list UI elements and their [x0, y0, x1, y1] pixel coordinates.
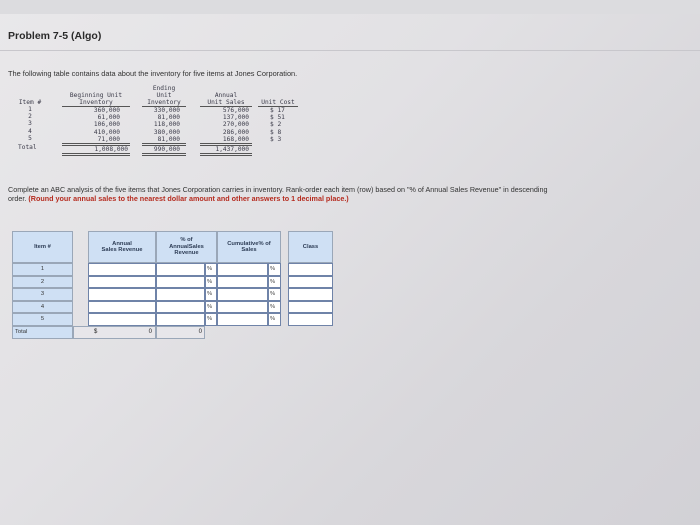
- header-cum-1: Cumulative% of: [227, 240, 271, 247]
- col-item: [18, 85, 42, 151]
- row-item-number: 5: [12, 313, 73, 326]
- table-row: [12, 313, 333, 326]
- pct-revenue-input[interactable]: [156, 313, 205, 326]
- sales-total: 1,437,000: [200, 145, 252, 156]
- percent-sign: %: [205, 263, 217, 276]
- ending-total: 990,000: [142, 145, 186, 156]
- row-item-number: 4: [12, 301, 73, 314]
- percent-sign: %: [268, 276, 281, 289]
- beginning-cell: 360,000: [93, 107, 120, 114]
- annual-revenue-input[interactable]: [88, 276, 156, 289]
- total-revenue-cell: [73, 326, 156, 339]
- sales-cell: 168,000: [200, 136, 252, 144]
- class-input[interactable]: [288, 276, 333, 289]
- instructions: [8, 186, 556, 203]
- header-item: Item #: [12, 231, 73, 263]
- percent-sign: %: [205, 301, 217, 314]
- header-sales-1: Annual: [214, 92, 238, 99]
- item-cell: 1: [28, 106, 32, 113]
- beginning-cell: 106,000: [93, 121, 120, 129]
- header-class: Class: [288, 231, 333, 263]
- item-cell: 4: [28, 127, 32, 135]
- percent-sign: %: [268, 288, 281, 301]
- cumulative-input[interactable]: [217, 263, 268, 276]
- cost-cell: $ 2: [270, 121, 282, 129]
- header-cost: Unit Cost: [258, 99, 298, 107]
- total-label: Total: [18, 144, 37, 152]
- header-cum-2: Sales: [241, 247, 257, 253]
- table-row: [12, 263, 333, 276]
- sales-cell: 576,000: [222, 107, 249, 114]
- total-revenue-value: 0: [148, 329, 152, 335]
- beginning-total: 1,008,000: [62, 145, 130, 156]
- class-input[interactable]: [288, 263, 333, 276]
- header-sales-2: Unit Sales: [200, 99, 252, 107]
- percent-sign: %: [268, 263, 281, 276]
- pct-revenue-input[interactable]: [156, 263, 205, 276]
- beginning-cell: 61,000: [97, 114, 120, 122]
- cumulative-input[interactable]: [217, 276, 268, 289]
- table-row: [12, 301, 333, 314]
- header-beginning-1: Beginning Unit: [69, 92, 123, 99]
- header-ending-1: Ending: [152, 85, 176, 92]
- instructions-text: Complete an ABC analysis of the five items that Jones Corporation carries in inventory. Rank-order each item (row) based on "% of Annual Sales Revenue" in descending order.: [8, 185, 548, 203]
- header-pct-1: % of: [180, 237, 193, 244]
- header-annual-revenue-1: Annual: [112, 240, 132, 247]
- cumulative-input[interactable]: [217, 301, 268, 314]
- class-input[interactable]: [288, 301, 333, 314]
- annual-revenue-input[interactable]: [88, 263, 156, 276]
- percent-sign: %: [205, 288, 217, 301]
- cumulative-input[interactable]: [217, 313, 268, 326]
- header-ending-3: Inventory: [142, 99, 186, 107]
- header-item: Item #: [18, 99, 42, 106]
- ending-cell: 330,000: [153, 107, 180, 114]
- header-annual-revenue: [88, 231, 156, 263]
- total-row: [12, 326, 333, 339]
- instructions-rounding-note: (Round your annual sales to the nearest dollar amount and other answers to 1 decimal place.): [28, 193, 349, 203]
- header-ending-2: Unit: [156, 92, 172, 99]
- percent-sign: %: [268, 313, 281, 326]
- ending-cell: 118,000: [153, 121, 180, 129]
- cumulative-input[interactable]: [217, 288, 268, 301]
- cost-cell: $ 3: [270, 135, 282, 143]
- annual-revenue-input[interactable]: [88, 288, 156, 301]
- problem-intro: The following table contains data about the inventory for five items at Jones Corporation.: [8, 69, 298, 78]
- cost-cell: $ 8: [270, 128, 282, 136]
- beginning-cell: 71,000: [62, 136, 130, 144]
- table-row: [12, 276, 333, 289]
- annual-revenue-input[interactable]: [88, 313, 156, 326]
- percent-sign: %: [205, 276, 217, 289]
- header-pct-revenue: [156, 231, 217, 263]
- pct-revenue-input[interactable]: [156, 288, 205, 301]
- header-cumulative: [217, 231, 281, 263]
- class-input[interactable]: [288, 288, 333, 301]
- browser-top-strip: [0, 0, 700, 14]
- col-sales: [200, 85, 252, 156]
- cost-cell: $ 51: [270, 114, 285, 122]
- ending-cell: 81,000: [157, 114, 180, 122]
- cost-cell: $ 17: [270, 107, 285, 114]
- ending-cell: 380,000: [153, 128, 180, 136]
- col-cost: [258, 85, 298, 143]
- item-cell: 5: [28, 134, 32, 142]
- col-ending: [142, 85, 186, 156]
- total-pct-value: 0: [156, 326, 205, 339]
- beginning-cell: 410,000: [93, 128, 120, 136]
- header-annual-revenue-2: Sales Revenue: [101, 247, 143, 253]
- header-pct-2: AnnualSales: [169, 243, 204, 250]
- pct-revenue-input[interactable]: [156, 301, 205, 314]
- row-item-number: 1: [12, 263, 73, 276]
- item-cell: 3: [28, 120, 32, 128]
- sales-cell: 286,000: [222, 128, 249, 136]
- class-input[interactable]: [288, 313, 333, 326]
- row-item-number: 2: [12, 276, 73, 289]
- header-beginning-2: Inventory: [62, 99, 130, 107]
- sales-cell: 137,000: [222, 114, 249, 122]
- percent-sign: %: [205, 313, 217, 326]
- total-label: Total: [12, 326, 73, 339]
- item-cell: 2: [28, 113, 32, 121]
- pct-revenue-input[interactable]: [156, 276, 205, 289]
- table-row: [12, 288, 333, 301]
- row-item-number: 3: [12, 288, 73, 301]
- problem-title: Problem 7-5 (Algo): [8, 30, 102, 42]
- title-divider: [0, 50, 700, 51]
- header-pct-3: Revenue: [174, 250, 199, 257]
- annual-revenue-input[interactable]: [88, 301, 156, 314]
- abc-analysis-grid: [12, 231, 333, 339]
- total-currency: $: [94, 329, 98, 335]
- percent-sign: %: [268, 301, 281, 314]
- ending-cell: 81,000: [142, 136, 186, 144]
- col-beginning: [62, 85, 130, 156]
- sales-cell: 270,000: [222, 121, 249, 129]
